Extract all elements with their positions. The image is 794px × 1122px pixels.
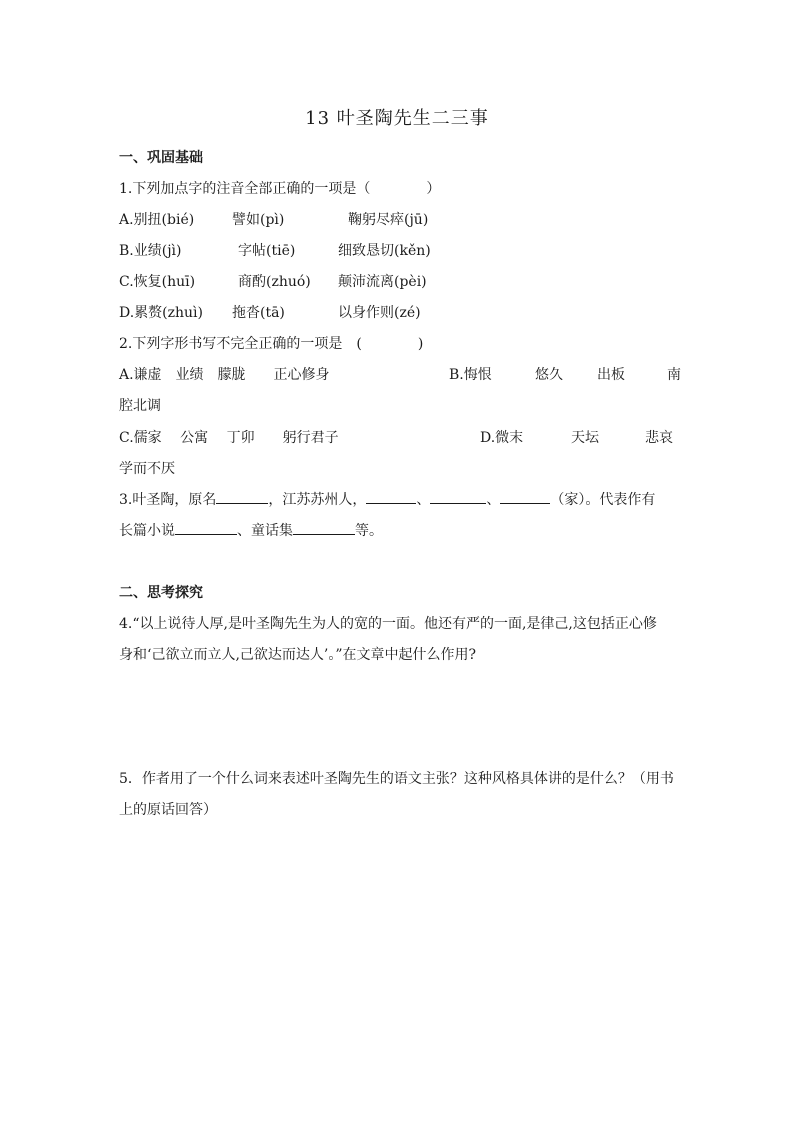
section-heading-thinking: 二、思考探究 bbox=[119, 585, 203, 601]
question-5-line-2: 上的原话回答） bbox=[119, 802, 217, 818]
q1-option-d-3: 以身作则(zé) bbox=[338, 305, 421, 321]
q3-text-1: 3.叶圣陶，原名 bbox=[119, 492, 217, 508]
question-5-line-1: 5．作者用了一个什么词来表述叶圣陶先生的语文主张？这种风格具体讲的是什么？（用书 bbox=[119, 771, 674, 787]
q1-option-d-1: D.累赘(zhuì) bbox=[119, 305, 203, 321]
q3-text-2: ，江苏苏州人， bbox=[268, 492, 367, 508]
q1-option-a-1: A.别扭(bié) bbox=[119, 212, 195, 228]
q1-option-c-3: 颠沛流离(pèi) bbox=[338, 274, 427, 290]
q3-blank-original-name[interactable] bbox=[216, 489, 268, 504]
q3-blank-novel[interactable] bbox=[175, 520, 237, 535]
q2-option-b-2: 悠久 bbox=[535, 367, 563, 383]
question-2-stem: 2.下列字形书写不完全正确的一项是 ( ) bbox=[119, 336, 424, 352]
q1-option-b-1: B.业绩(jì) bbox=[119, 243, 182, 259]
q3-text-5: （家）。代表作有 bbox=[550, 492, 656, 508]
q2-option-c: C.儒家 公寓 丁卯 躬行君子 bbox=[119, 430, 339, 446]
question-3-line-1 bbox=[119, 489, 655, 509]
q2-option-a: A.谦虚 业绩 朦胧 正心修身 bbox=[119, 367, 330, 383]
q1-option-c-2: 商酌(zhuó) bbox=[238, 274, 311, 290]
q2-option-d-continued: 学而不厌 bbox=[119, 461, 175, 477]
q3-blank-identity-1[interactable] bbox=[366, 489, 416, 504]
section-heading-basics: 一、巩固基础 bbox=[119, 150, 203, 166]
q1-option-a-2: 譬如(pì) bbox=[232, 212, 285, 228]
q2-option-d-3: 悲哀 bbox=[645, 430, 673, 446]
q3-text-3: 、 bbox=[416, 492, 431, 508]
q1-option-d-2: 拖沓(tā) bbox=[232, 305, 285, 321]
q3-blank-fairy-tales[interactable] bbox=[293, 520, 355, 535]
page-title: 13 叶圣陶先生二三事 bbox=[305, 108, 489, 129]
q1-option-a-3: 鞠躬尽瘁(jū) bbox=[348, 212, 429, 228]
q3-text-8: 等。 bbox=[355, 523, 383, 539]
q3-text-7: 、童话集 bbox=[237, 523, 293, 539]
q2-option-b-3: 出板 bbox=[597, 367, 625, 383]
question-1-stem: 1.下列加点字的注音全部正确的一项是（ ） bbox=[119, 181, 441, 197]
q2-option-d-1: D.微末 bbox=[480, 430, 524, 446]
q2-option-b-4: 南 bbox=[667, 367, 681, 383]
q3-text-6: 长篇小说 bbox=[119, 523, 175, 539]
q2-option-b-continued: 腔北调 bbox=[119, 398, 161, 414]
q1-option-b-3: 细致恳切(kěn) bbox=[338, 243, 431, 259]
q3-blank-identity-3[interactable] bbox=[500, 489, 550, 504]
q1-option-b-2: 字帖(tiē) bbox=[238, 243, 296, 259]
question-4-line-2: 身和‘己欲立而立人,己欲达而达人’。”在文章中起什么作用? bbox=[119, 647, 477, 663]
q2-option-b-1: B.悔恨 bbox=[449, 367, 492, 383]
q2-option-d-2: 天坛 bbox=[571, 430, 599, 446]
q3-blank-identity-2[interactable] bbox=[430, 489, 486, 504]
q3-text-4: 、 bbox=[486, 492, 501, 508]
question-4-line-1: 4.“以上说待人厚,是叶圣陶先生为人的宽的一面。他还有严的一面,是律己,这包括正心修 bbox=[119, 616, 657, 632]
q1-option-c-1: C.恢复(huī) bbox=[119, 274, 196, 290]
question-3-line-2 bbox=[119, 520, 383, 540]
